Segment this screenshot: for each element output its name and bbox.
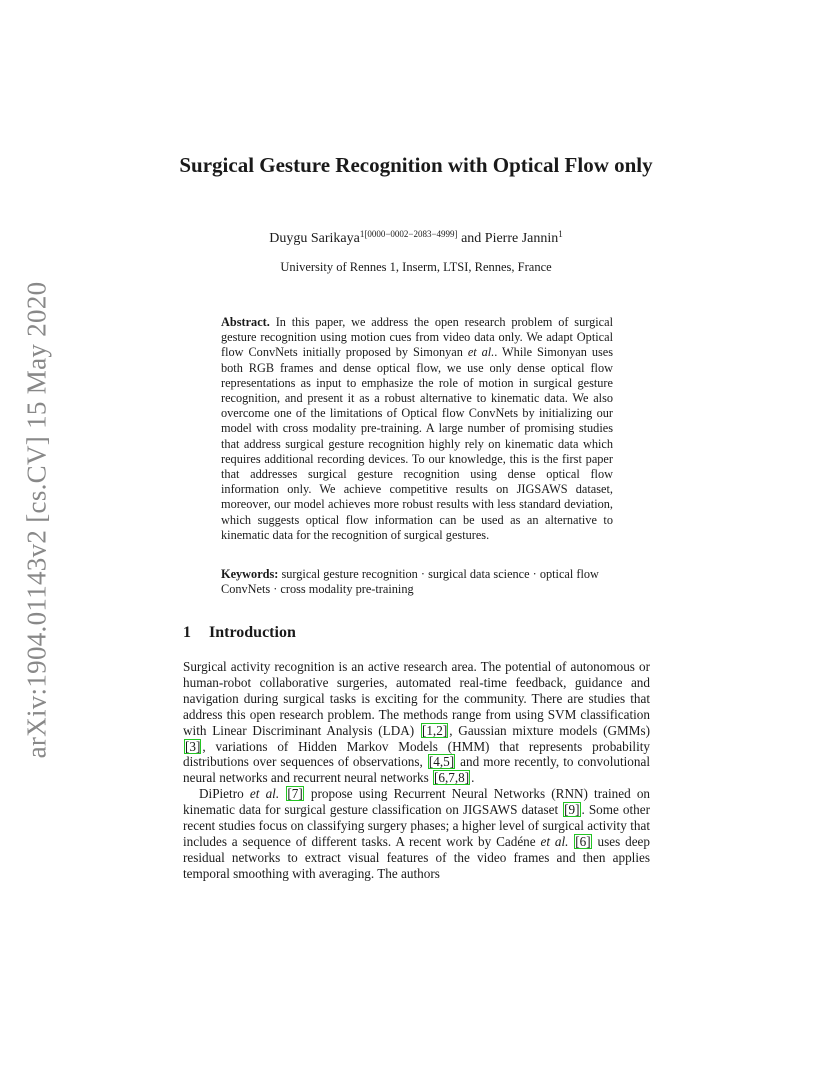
citation-link-6[interactable]: [6]: [575, 833, 591, 849]
intro-p2-text-b: propose using Recurrent Neural Networks (RNN) trained on kinematic data for surgical gesture classification on JIGSAWS dataset: [183, 786, 651, 818]
intro-paragraph-1: [183, 659, 650, 786]
author-1-orcid: 1[0000−0002−2083−4999]: [359, 229, 458, 239]
keywords: [221, 567, 613, 597]
author-line: [150, 229, 682, 247]
section-title: Introduction: [209, 624, 296, 641]
abstract-text-1: In this paper, we address the open research problem of surgical gesture recognition using motion cues from video data only. We adapt Optical flow ConvNets initially proposed by Simonyan: [221, 315, 613, 360]
keywords-label: Keywords:: [221, 567, 279, 581]
abstract: [221, 315, 613, 543]
arxiv-sidebar: [17, 280, 57, 760]
citation-link-1-2[interactable]: [1,2]: [421, 722, 448, 738]
abstract-label: Abstract.: [221, 315, 270, 329]
citation-link-3[interactable]: [3]: [185, 738, 201, 754]
intro-p2-text-c: . Some other recent studies focus on classifying surgery phases; a higher level of surgical activity that includes a sequence of different tasks. A recent work by Cadéne: [183, 802, 651, 849]
citation-link-9[interactable]: [9]: [564, 802, 580, 818]
author-name-2: Pierre Jannin: [484, 231, 559, 246]
paper-title: Surgical Gesture Recognition with Optical Flow only: [179, 153, 653, 177]
section-heading: [183, 624, 296, 642]
keywords-text: surgical gesture recognition · surgical data science · optical flow ConvNets · cross modality pre-training: [221, 567, 599, 597]
intro-p2-text-d: uses deep residual networks to extract visual features of the video frames and then applies temporal smoothing with averaging. The authors: [183, 833, 650, 881]
introduction-body: [183, 659, 650, 882]
abstract-etal: et al.: [467, 345, 495, 360]
affiliation: University of Rennes 1, Inserm, LTSI, Rennes, France: [280, 260, 552, 274]
intro-p2-text-a: DiPietro: [199, 786, 244, 802]
author-2-affiliation-mark: 1: [558, 229, 563, 239]
intro-p1-text-d: and more recently, to convolutional neural networks and recurrent neural networks: [183, 754, 651, 786]
intro-p2-etal-1: et al.: [249, 786, 280, 802]
intro-p1-text-b: , Gaussian mixture models (GMMs): [449, 722, 650, 738]
arxiv-identifier: arXiv:1904.01143v2 [cs.CV] 15 May 2020: [21, 281, 52, 759]
citation-link-7[interactable]: [7]: [287, 786, 303, 802]
intro-p1-text-a: Surgical activity recognition is an active research area. The potential of autonomous or human-robot collaborative surgeries, automated real-time feedback, guidance and navigation during surgical tasks is exciting for the community. There are studies that address this open research problem. The methods range from using SVM classification with Linear Discriminant Analysis (LDA): [183, 659, 650, 738]
section-number: 1: [183, 624, 191, 641]
author-name-1: Duygu Sarikaya: [269, 231, 360, 246]
citation-link-6-7-8[interactable]: [6,7,8]: [434, 770, 470, 786]
intro-p1-text-c: , variations of Hidden Markov Models (HMM) that represents probability distributions over sequences of observations,: [183, 738, 650, 770]
intro-p2-etal-2: et al.: [540, 833, 569, 849]
intro-p1-text-e: .: [471, 770, 475, 786]
intro-paragraph-2: [183, 786, 650, 881]
author-conjunction: and: [461, 231, 482, 246]
citation-link-4-5[interactable]: [4,5]: [428, 754, 455, 770]
abstract-text-2: . While Simonyan uses both RGB frames and dense optical flow, we use only dense optical flow representations as input to emphasize the role of motion in surgical gesture recognition, and present it as a robust alternative to kinematic data. We also overcome one of the limitations of Optical flow ConvNets by initializing our model with cross modality pre-training. A large number of promising studies that address surgical gesture recognition highly rely on kinematic data which requires additional recording devices. To our knowledge, this is the first paper that addresses surgical gesture recognition using dense optical flow information only. We achieve competitive results on JIGSAWS dataset, moreover, our model achieves more robust results with less standard deviation, which suggests optical flow information can be used as an alternative to kinematic data for the recognition of surgical gestures.: [221, 345, 614, 542]
